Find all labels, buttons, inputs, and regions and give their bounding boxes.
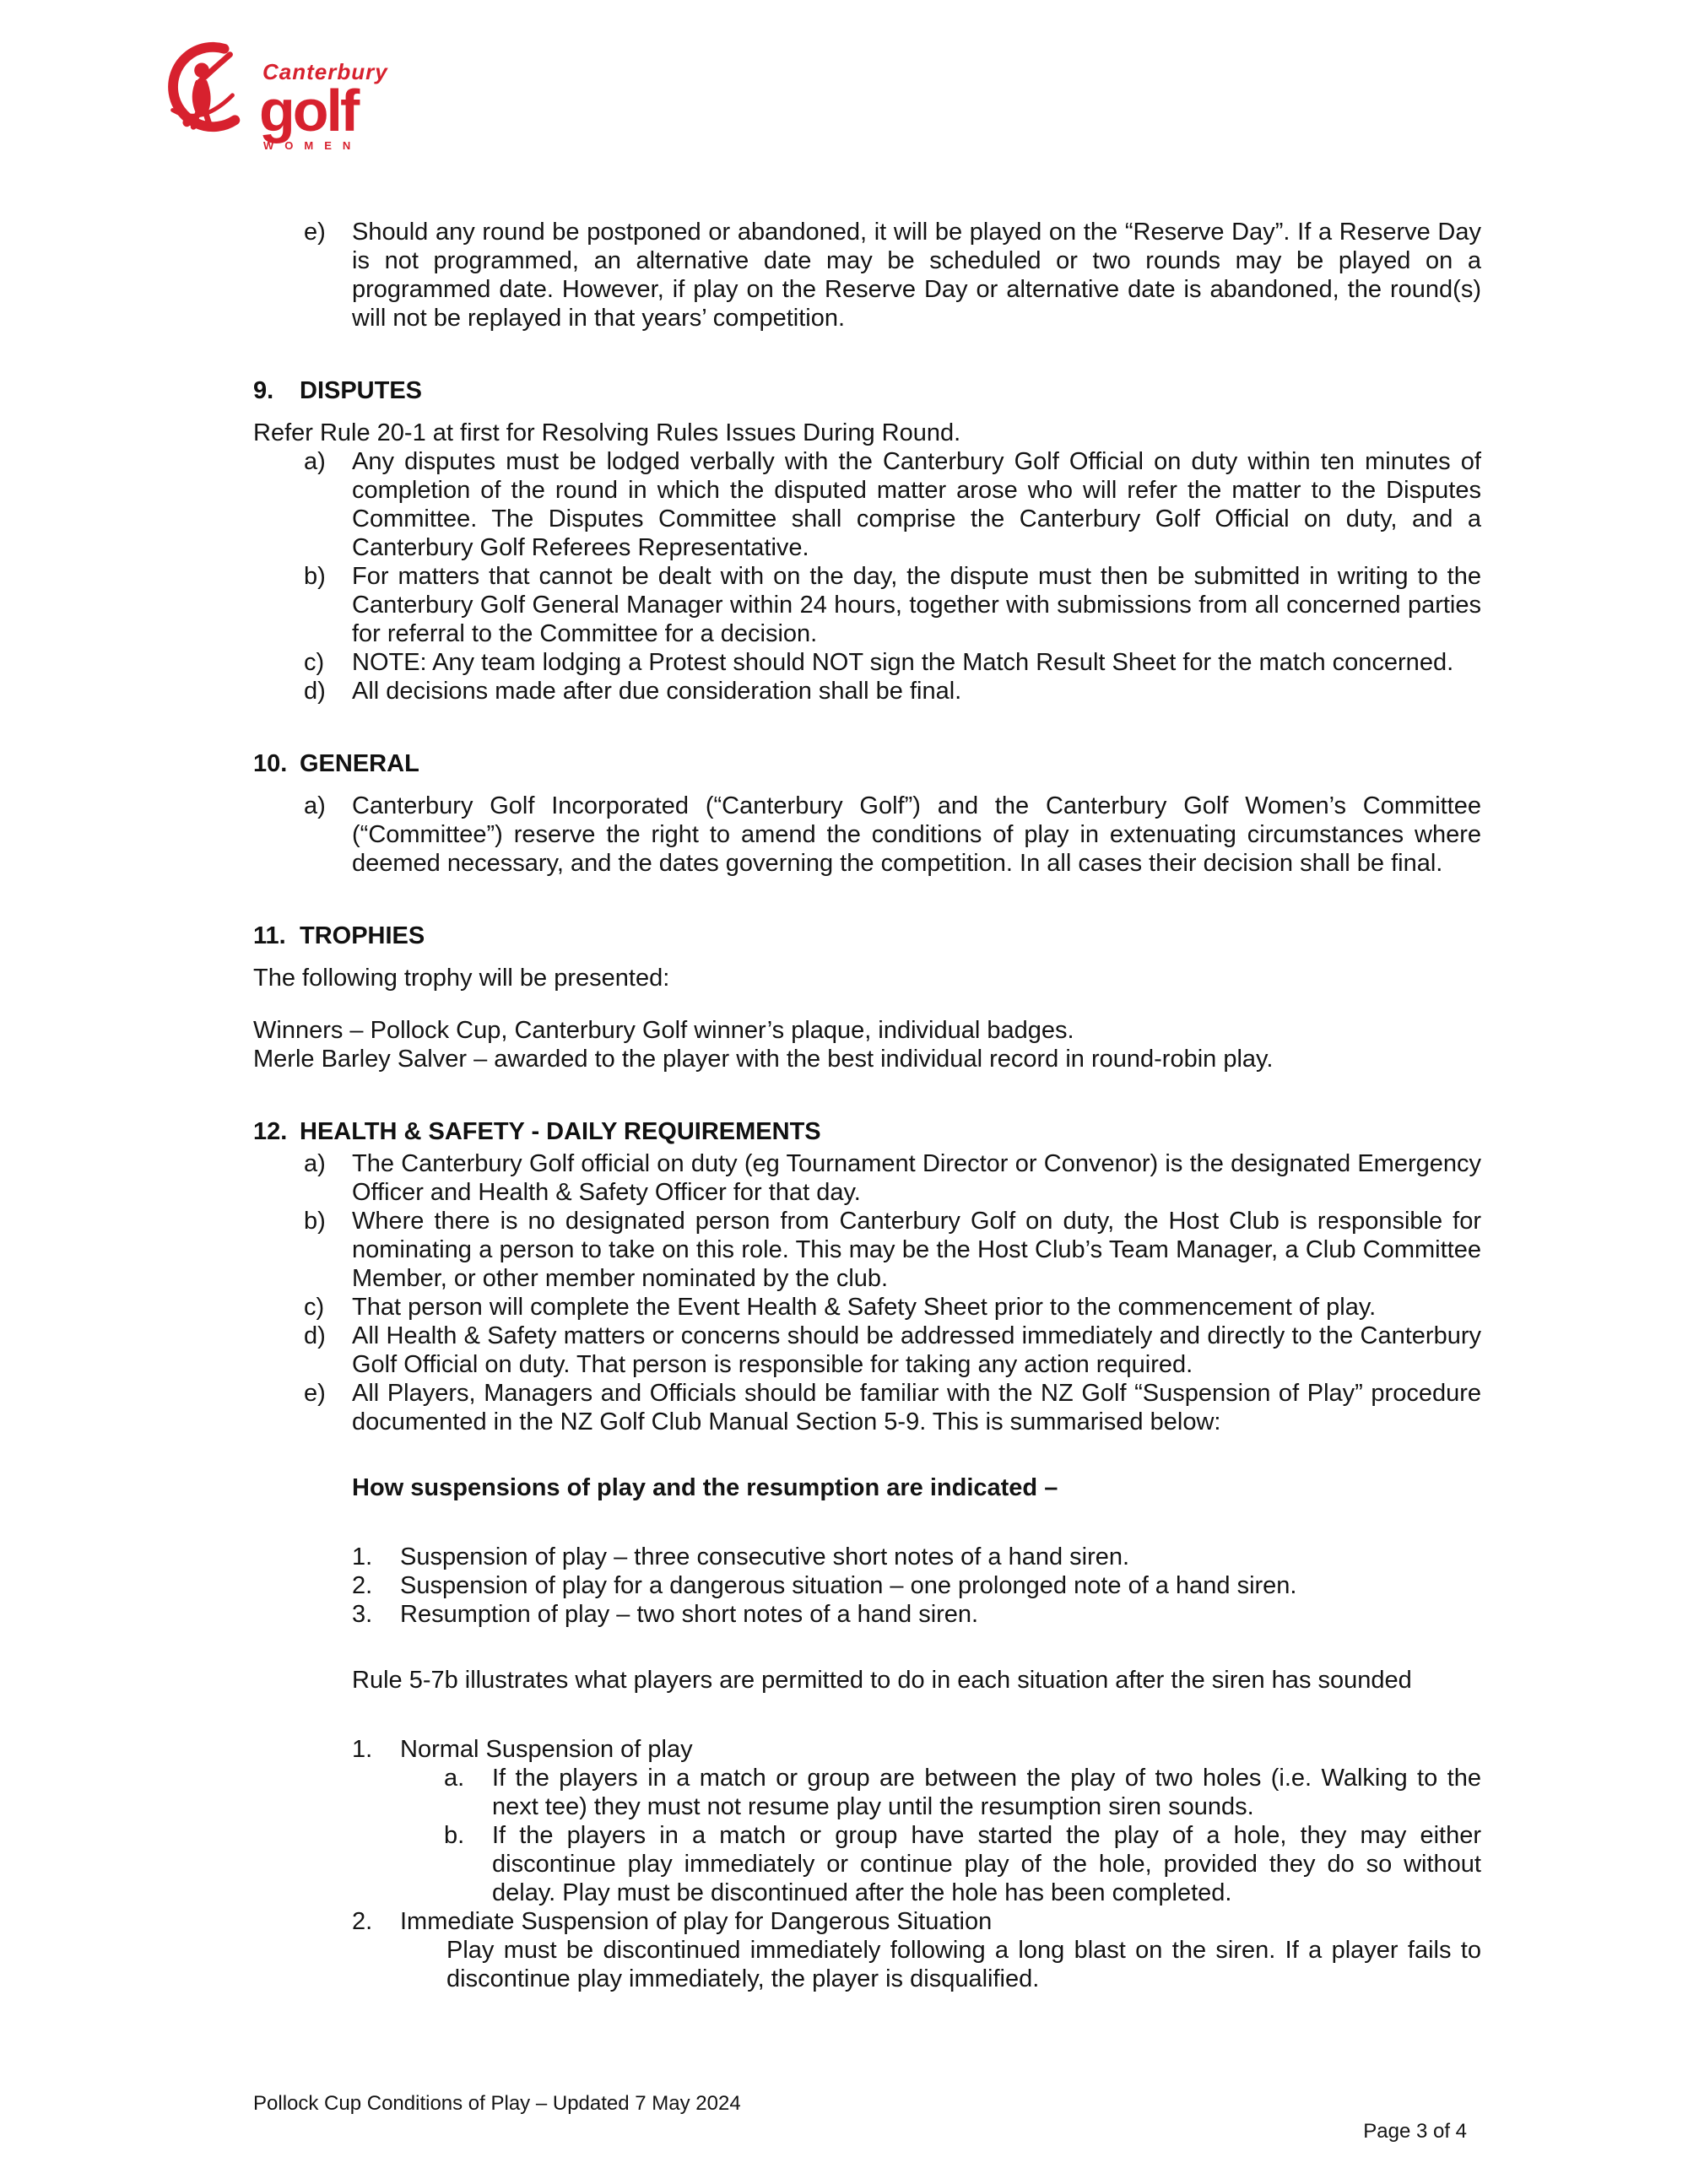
trophies-lead: The following trophy will be presented: <box>253 965 670 992</box>
hs-item-a <box>253 1149 1481 1207</box>
hs-item-d <box>253 1322 1481 1379</box>
list-text: Normal Suspension of play <box>400 1736 693 1763</box>
list-marker: 2. <box>352 1572 373 1599</box>
list-text: That person will complete the Event Health & Safety Sheet prior to the commencement of play. <box>352 1294 1377 1321</box>
section-title: GENERAL <box>300 750 419 777</box>
list-text: If the players in a match or group are between the play of two holes (i.e. Walking to the next tee) they must not resume play until the resumption siren sounds. <box>492 1765 1481 1820</box>
list-marker: b) <box>304 1208 326 1235</box>
section-number: 9. <box>253 377 274 404</box>
golfer-swoosh-icon <box>154 37 254 137</box>
rule-5-7b-note: Rule 5-7b illustrates what players are permitted to do in each situation after the siren has sounded <box>352 1667 1412 1694</box>
list-text: NOTE: Any team lodging a Protest should NOT sign the Match Result Sheet for the match concerned. <box>352 649 1454 676</box>
list-text: Immediate Suspension of play for Dangerous Situation <box>400 1908 993 1935</box>
list-text: If the players in a match or group have started the play of a hole, they may either discontinue play immediately or continue play of the hole, provided they do so without delay. Play must be discontinued after the hole has been completed. <box>492 1822 1481 1906</box>
list-marker: b. <box>444 1822 465 1849</box>
disputes-item-c <box>253 648 1481 677</box>
list-marker: 2. <box>352 1908 373 1935</box>
signal-item-1 <box>253 1543 1481 1571</box>
list-marker: 1. <box>352 1736 373 1763</box>
list-marker: a) <box>304 792 326 819</box>
list-marker: d) <box>304 678 326 705</box>
list-marker: e) <box>304 219 326 246</box>
section-heading-disputes <box>253 376 1481 405</box>
trophies-lines <box>253 1016 1481 1073</box>
signal-item-3 <box>253 1600 1481 1629</box>
disputes-item-a <box>253 447 1481 562</box>
list-text: Suspension of play for a dangerous situation – one prolonged note of a hand siren. <box>400 1572 1297 1599</box>
section-number: 10. <box>253 750 288 777</box>
list-text: Canterbury Golf Incorporated (“Canterbury Golf”) and the Canterbury Golf Women’s Committee (“Committee”) reserve the right to amend the conditions of play in extenuating circumstances where deemed necessary, and the dates governing the competition. In all cases their decision shall be final. <box>352 792 1481 877</box>
hs-item-c <box>253 1293 1481 1322</box>
section-title: TROPHIES <box>300 922 425 949</box>
list-text: All decisions made after due consideration shall be final. <box>352 678 962 705</box>
list-text: Resumption of play – two short notes of a hand siren. <box>400 1601 979 1628</box>
section-title: DISPUTES <box>300 377 423 404</box>
trophy-winners-line: Winners – Pollock Cup, Canterbury Golf winner’s plaque, individual badges. <box>253 1017 1074 1044</box>
logo-women-text: WOMEN <box>263 139 362 153</box>
section-number: 11. <box>253 922 286 949</box>
logo-golf-text: golf <box>259 78 358 143</box>
list-marker: 3. <box>352 1601 373 1628</box>
section-title: HEALTH & SAFETY - DAILY REQUIREMENTS <box>300 1118 821 1145</box>
list-text: The Canterbury Golf official on duty (eg Tournament Director or Convenor) is the designated Emergency Officer and Health & Safety Officer for that day. <box>352 1150 1481 1206</box>
disputes-item-b <box>253 562 1481 648</box>
siren-signal-list <box>253 1543 1481 1629</box>
list-marker: d) <box>304 1322 326 1349</box>
hs-item-b <box>253 1207 1481 1293</box>
general-item-a <box>253 792 1481 878</box>
suspension-procedures <box>253 1735 1481 1993</box>
list-text: For matters that cannot be dealt with on the day, the dispute must then be submitted in writing to the Canterbury Golf General Manager within 24 hours, together with submissions from all concerned parties for referral to the Committee for a decision. <box>352 563 1481 647</box>
trophy-salver-line: Merle Barley Salver – awarded to the player with the best individual record in round-robin play. <box>253 1046 1274 1073</box>
list-text: Any disputes must be lodged verbally with the Canterbury Golf Official on duty within ten minutes of completion of the round in which the disputed matter arose who will refer the matter to the Disputes Committee. The Disputes Committee shall comprise the Canterbury Golf Official on duty, and a Canterbury Golf Referees Representative. <box>352 448 1481 561</box>
list-text: Where there is no designated person from Canterbury Golf on duty, the Host Club is responsible for nominating a person to take on this role. This may be the Host Club’s Team Manager, a Club Committee Member, or other member nominated by the club. <box>352 1208 1481 1292</box>
list-marker: b) <box>304 563 326 590</box>
list-text: All Health & Safety matters or concerns should be addressed immediately and directly to the Canterbury Golf Official on duty. That person is responsible for taking any action required. <box>352 1322 1481 1378</box>
disputes-item-d <box>253 677 1481 705</box>
procedure-1-title <box>253 1735 1481 1764</box>
list-marker: a) <box>304 1150 326 1177</box>
list-marker: e) <box>304 1380 326 1407</box>
document-content <box>253 0 1481 1993</box>
procedure-1-sub-b <box>253 1821 1481 1907</box>
signal-item-2 <box>253 1571 1481 1600</box>
list-text: Should any round be postponed or abandoned, it will be played on the “Reserve Day”. If a Reserve Day is not programmed, an alternative date may be scheduled or two rounds may be played on a programmed date. However, if play on the Reserve Day or alternative date is abandoned, the round(s) will not be replayed in that years’ competition. <box>352 219 1481 332</box>
procedure-1-sub-a <box>253 1764 1481 1821</box>
footer-page-number: Page 3 of 4 <box>1363 2120 1467 2143</box>
list-marker: c) <box>304 649 325 676</box>
list-text: All Players, Managers and Officials should be familiar with the NZ Golf “Suspension of Play” procedure documented in the NZ Golf Club Manual Section 5-9. This is summarised below: <box>352 1380 1481 1435</box>
suspensions-subheading: How suspensions of play and the resumption are indicated – <box>352 1474 1058 1501</box>
section-heading-health-safety <box>253 1117 1481 1146</box>
footer-document-title: Pollock Cup Conditions of Play – Updated 7 May 2024 <box>253 2092 741 2115</box>
section-heading-general <box>253 749 1481 778</box>
procedure-2-title <box>253 1907 1481 1936</box>
list-marker: 1. <box>352 1543 373 1570</box>
paragraph-reserve-day <box>253 218 1481 332</box>
list-marker: c) <box>304 1294 325 1321</box>
disputes-intro: Refer Rule 20-1 at first for Resolving Rules Issues During Round. <box>253 419 961 446</box>
logo-canterbury-text: Canterbury <box>262 59 388 84</box>
list-marker: a) <box>304 448 326 475</box>
list-marker: a. <box>444 1765 465 1792</box>
section-heading-trophies <box>253 922 1481 950</box>
hs-item-e <box>253 1379 1481 1436</box>
procedure-2-body: Play must be discontinued immediately following a long blast on the siren. If a player fails to discontinue play immediately, the player is disqualified. <box>446 1937 1481 1992</box>
section-number: 12. <box>253 1118 288 1145</box>
list-text: Suspension of play – three consecutive short notes of a hand siren. <box>400 1543 1130 1570</box>
